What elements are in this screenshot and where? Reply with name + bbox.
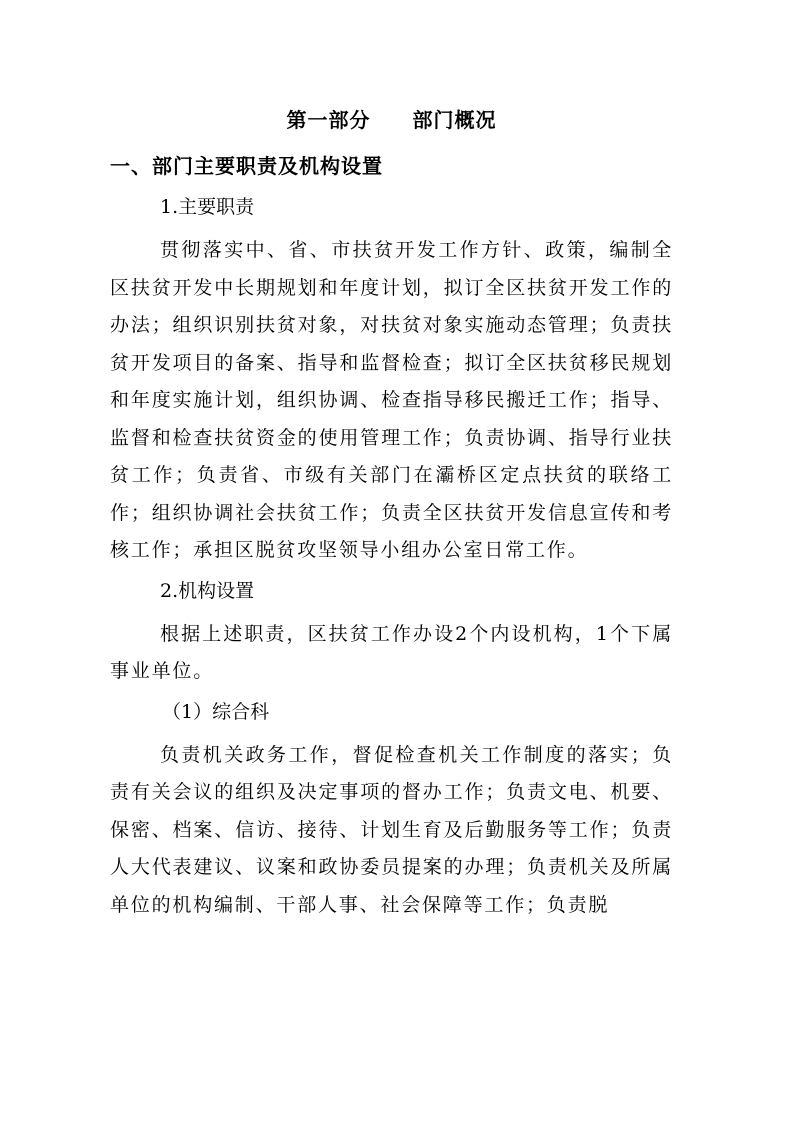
page-title: 第一部分 部门概况 <box>286 108 497 132</box>
duties-paragraph: 贯彻落实中、省、市扶贫开发工作方针、政策，编制全区扶贫开发中长期规划和年度计划，拟订全区扶贫开发工作的办法；组织识别扶贫对象，对扶贫对象实施动态管理；负责扶贫开发项目的备案、指导和监督检查；拟订全区扶贫移民规划和年度实施计划，组织协调、检查指导移民搬迁工作；指导、监督和检查扶贫资金的使用管理工作；负责协调、指导行业扶贫工作；负责省、市级有关部门在灞桥区定点扶贫的联络工作；组织协调社会扶贫工作；负责全区扶贫开发信息宣传和考核工作；承担区脱贫攻坚领导小组办公室日常工作。 <box>110 239 673 561</box>
subsection-heading-organization: 2.机构设置 <box>160 579 255 602</box>
organization-paragraph: 根据上述职责，区扶贫工作办设2个内设机构，1个下属事业单位。 <box>110 622 673 682</box>
general-office-paragraph: 负责机关政务工作，督促检查机关工作制度的落实；负责有关会议的组织及决定事项的督办工作；负责文电、机要、保密、档案、信访、接待、计划生育及后勤服务等工作；负责人大代表建议、议案和政协委员提案的办理；负责机关及所属单位的机构编制、干部人事、社会保障等工作；负责脱 <box>110 743 673 916</box>
subsection-heading-duties: 1.主要职责 <box>160 196 255 218</box>
section-heading: 一、部门主要职责及机构设置 <box>110 154 383 178</box>
document-page <box>110 100 673 928</box>
item-heading-general-office: （1）综合科 <box>162 700 270 723</box>
